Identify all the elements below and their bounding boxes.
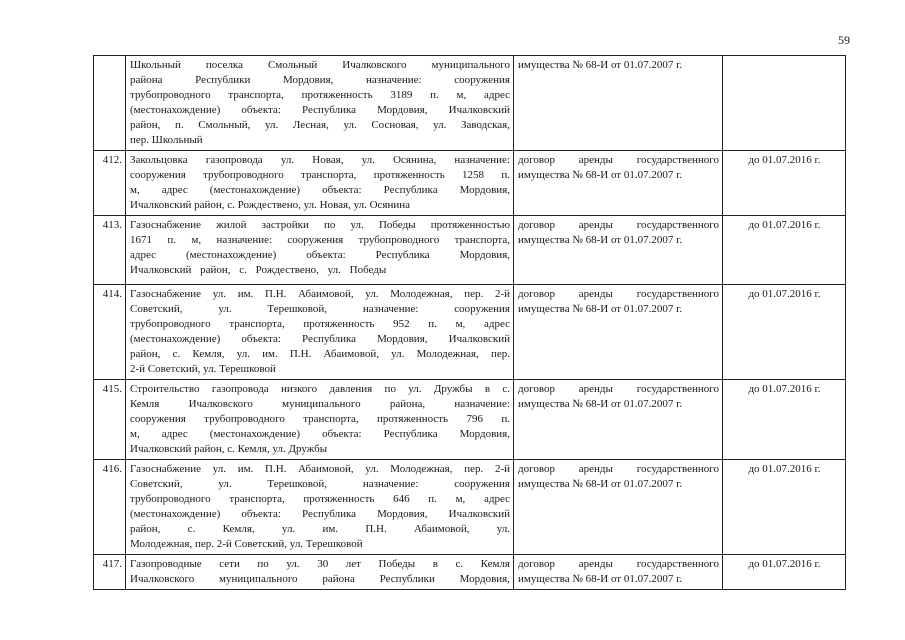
object-description: Газоснабжение жилой застройки по ул. Победы протяженностью 1671 п. м, назначение: сооружения трубопроводного транспорта, адрес (местонахождение) объекта: Республика Мордовия, Ичалковский район, с. Рождествено, ул. Победы	[126, 216, 514, 285]
lease-term: до 01.07.2016 г.	[723, 460, 846, 555]
basis-document: имущества № 68-И от 01.07.2007 г.	[514, 56, 723, 151]
row-number: 412.	[94, 151, 126, 216]
table-row	[94, 380, 846, 460]
page-number: 59	[838, 33, 850, 47]
table-row	[94, 285, 846, 380]
lease-term: до 01.07.2016 г.	[723, 216, 846, 285]
row-number: 413.	[94, 216, 126, 285]
basis-document: договор аренды государственного имущества № 68-И от 01.07.2007 г.	[514, 216, 723, 285]
object-description: Газоснабжение ул. им. П.Н. Абаимовой, ул. Молодежная, пер. 2-й Советский, ул. Терешковой, назначение: сооружения трубопроводного транспорта, протяженность 952 п. м, адрес (местонахождение) объекта: Республика Мордовия, Ичалковский район, с. Кемля, ул. им. П.Н. Абаимовой, ул. Молодежная, пер. 2-й Советский, ул. Терешковой	[126, 285, 514, 380]
row-number	[94, 56, 126, 151]
property-registry-table	[93, 55, 846, 590]
basis-document: договор аренды государственного имущества № 68-И от 01.07.2007 г.	[514, 380, 723, 460]
table-row	[94, 151, 846, 216]
object-description: Газоснабжение ул. им. П.Н. Абаимовой, ул. Молодежная, пер. 2-й Советский, ул. Терешковой, назначение: сооружения трубопроводного транспорта, протяженность 646 п. м, адрес (местонахождение) объекта: Республика Мордовия, Ичалковский район, с. Кемля, ул. им. П.Н. Абаимовой, ул. Молодежная, пер. 2-й Советский, ул. Терешковой	[126, 460, 514, 555]
table-row	[94, 56, 846, 151]
object-description: Газопроводные сети по ул. 30 лет Победы в с. Кемля Ичалковского муниципального района Республики Мордовия,	[126, 555, 514, 590]
object-description: Закольцовка газопровода ул. Новая, ул. Осянина, назначение: сооружения трубопроводного транспорта, протяженность 1258 п. м, адрес (местонахождение) объекта: Республика Мордовия, Ичалковский район, с. Рождествено, ул. Новая, ул. Осянина	[126, 151, 514, 216]
table-row	[94, 555, 846, 590]
lease-term: до 01.07.2016 г.	[723, 151, 846, 216]
row-number: 416.	[94, 460, 126, 555]
row-number: 417.	[94, 555, 126, 590]
object-description: Строительство газопровода низкого давления по ул. Дружбы в с. Кемля Ичалковского муниципального района, назначение: сооружения трубопроводного транспорта, протяженность 796 п. м, адрес (местонахождение) объекта: Республика Мордовия, Ичалковский район, с. Кемля, ул. Дружбы	[126, 380, 514, 460]
row-number: 414.	[94, 285, 126, 380]
lease-term: до 01.07.2016 г.	[723, 555, 846, 590]
lease-term	[723, 56, 846, 151]
row-number: 415.	[94, 380, 126, 460]
lease-term: до 01.07.2016 г.	[723, 380, 846, 460]
basis-document: договор аренды государственного имущества № 68-И от 01.07.2007 г.	[514, 460, 723, 555]
lease-term: до 01.07.2016 г.	[723, 285, 846, 380]
table-row	[94, 460, 846, 555]
object-description: Школьный поселка Смольный Ичалковского муниципального района Республики Мордовия, назначение: сооружения трубопроводного транспорта, протяженность 3189 п. м, адрес (местонахождение) объекта: Республика Мордовия, Ичалковский район, п. Смольный, ул. Лесная, ул. Сосновая, ул. Заводская, пер. Школьный	[126, 56, 514, 151]
basis-document: договор аренды государственного имущества № 68-И от 01.07.2007 г.	[514, 151, 723, 216]
basis-document: договор аренды государственного имущества № 68-И от 01.07.2007 г.	[514, 285, 723, 380]
basis-document: договор аренды государственного имущества № 68-И от 01.07.2007 г.	[514, 555, 723, 590]
table-row	[94, 216, 846, 285]
